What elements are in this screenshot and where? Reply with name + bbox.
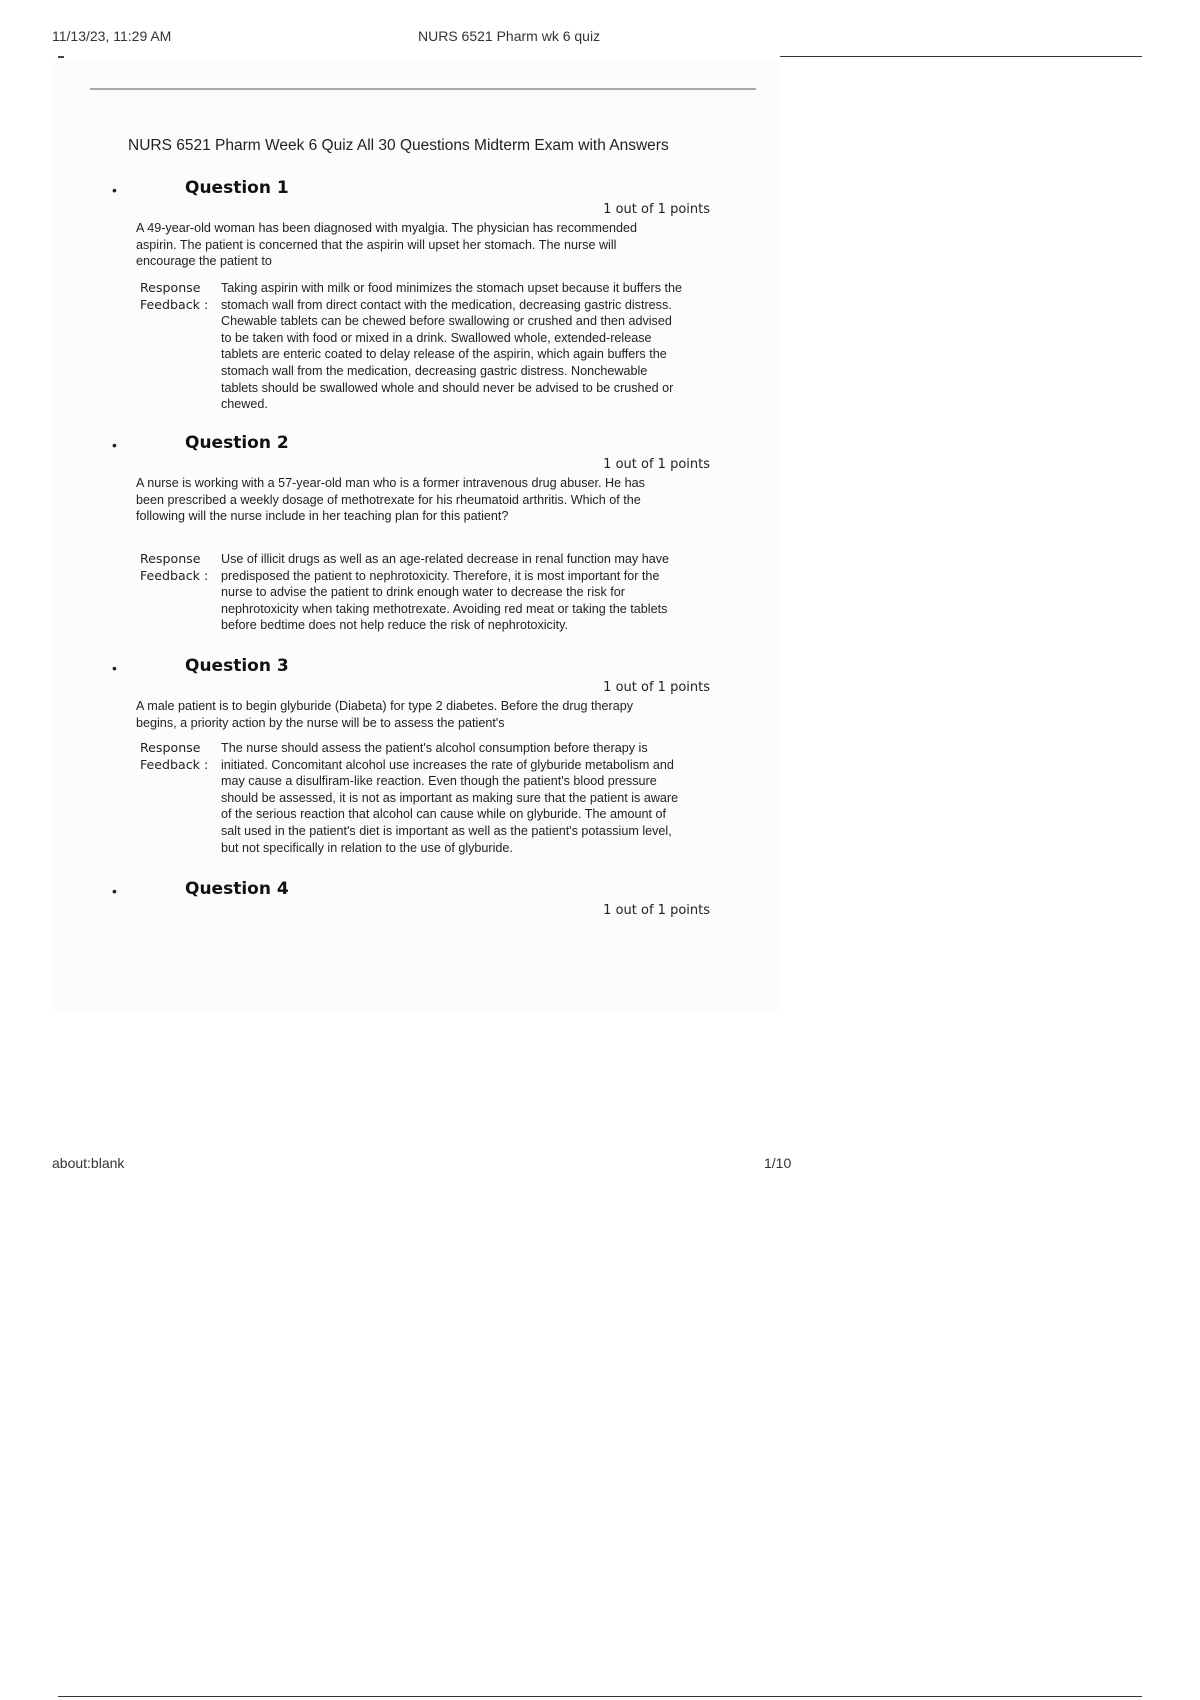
bottom-rule <box>58 1696 1142 1697</box>
feedback-label: Response Feedback : <box>140 551 209 583</box>
print-footer-url: about:blank <box>52 1155 125 1171</box>
feedback-label: Response Feedback : <box>140 740 209 772</box>
question-points: 1 out of 1 points <box>603 202 710 217</box>
print-header-datetime: 11/13/23, 11:29 AM <box>52 28 172 44</box>
print-footer-page-number: 1/10 <box>764 1155 792 1171</box>
question-heading: Question 3 <box>185 656 289 676</box>
feedback-label: Response Feedback : <box>140 280 209 312</box>
question-points: 1 out of 1 points <box>603 457 710 472</box>
question-text: A male patient is to begin glyburide (Diabeta) for type 2 diabetes. Before the drug therapy begins, a priority action by the nurse will be to assess the patient's <box>136 699 634 730</box>
question-points: 1 out of 1 points <box>603 903 710 918</box>
question-text: A 49-year-old woman has been diagnosed with myalgia. The physician has recommended aspirin. The patient is concerned that the aspirin will upset her stomach. The nurse will encourage the patient to <box>136 221 638 269</box>
document-title: NURS 6521 Pharm Week 6 Quiz All 30 Questions Midterm Exam with Answers <box>128 137 669 154</box>
question-text: A nurse is working with a 57-year-old man who is a former intravenous drug abuser. He has been prescribed a weekly dosage of methotrexate for his rheumatoid arthritis. Which of the following will the nurse include in her teaching plan for this patient? <box>136 476 645 524</box>
list-bullet: • <box>112 883 117 899</box>
question-heading: Question 4 <box>185 879 289 899</box>
feedback-text: Use of illicit drugs as well as an age-related decrease in renal function may have predisposed the patient to nephrotoxicity. Therefore, it is most important for the nurse to advise the patient to drink enough water to decrease the risk for nephrotoxicity when taking methotrexate. Avoiding red meat or taking the tablets before bedtime does not help reduce the risk of nephrotoxicity. <box>221 552 670 633</box>
question-points: 1 out of 1 points <box>603 680 710 695</box>
header-tick <box>58 56 64 58</box>
list-bullet: • <box>112 660 117 676</box>
header-rule <box>780 56 1142 57</box>
question-heading: Question 1 <box>185 178 289 198</box>
list-bullet: • <box>112 437 117 453</box>
feedback-text: The nurse should assess the patient's alcohol consumption before therapy is initiated. Concomitant alcohol use increases the rate of glyburide metabolism and may cause a disulfiram-like reaction. Even though the patient's blood pressure should be assessed, it is not as important as making sure that the patient is aware of the serious reaction that alcohol can cause while on glyburide. The amount of salt used in the patient's diet is important as well as the patient's potassium level, but not specifically in relation to the use of glyburide. <box>221 741 679 855</box>
feedback-text: Taking aspirin with milk or food minimizes the stomach upset because it buffers the stomach wall from direct contact with the medication, decreasing gastric distress. Chewable tablets can be chewed before swallowing or crushed and then advised to be taken with food or mixed in a drink. Swallowed whole, extended-release tablets are enteric coated to delay release of the aspirin, which again buffers the stomach wall from the medication, decreasing gastric distress. Nonchewable tablets should be swallowed whole and should never be advised to be crushed or chewed. <box>221 281 683 412</box>
list-bullet: • <box>112 182 117 198</box>
question-heading: Question 2 <box>185 433 289 453</box>
print-header-title: NURS 6521 Pharm wk 6 quiz <box>418 28 601 44</box>
content-divider <box>90 88 756 90</box>
